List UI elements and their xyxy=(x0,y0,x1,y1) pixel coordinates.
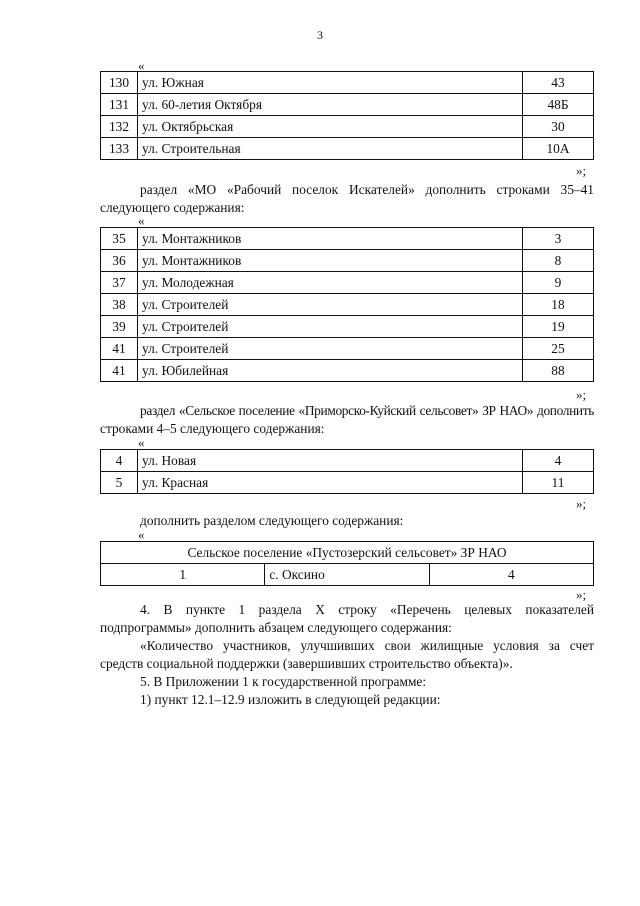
paragraph-line: раздел «Сельское поселение «Приморско-Куйский сельсовет» ЗР НАО» дополнить xyxy=(140,403,594,418)
row-number: 41 xyxy=(101,338,138,360)
paragraph-line: «Количество участников, улучшивших свои жилищные условия за счет xyxy=(140,638,594,653)
open-quote: « xyxy=(138,213,145,228)
table-row xyxy=(101,228,594,250)
street-name: ул. Монтажников xyxy=(138,228,523,250)
house-number: 48Б xyxy=(523,94,594,116)
street-table-3 xyxy=(100,449,594,494)
street-name: ул. Строителей xyxy=(138,338,523,360)
table-row xyxy=(101,338,594,360)
row-number: 39 xyxy=(101,316,138,338)
paragraph-line: 1) пункт 12.1–12.9 изложить в следующей редакции: xyxy=(140,692,441,707)
paragraph-item-5-1 xyxy=(100,691,594,709)
paragraph-line: следующего содержания: xyxy=(100,200,245,215)
row-number: 41 xyxy=(101,360,138,382)
house-number: 43 xyxy=(523,72,594,94)
street-name: ул. Строителей xyxy=(138,294,523,316)
table-row xyxy=(101,316,594,338)
table-row xyxy=(101,564,594,586)
house-number: 11 xyxy=(523,472,594,494)
table-row xyxy=(101,250,594,272)
row-number: 131 xyxy=(101,94,138,116)
table-row xyxy=(101,138,594,160)
street-name: ул. Октябрьская xyxy=(138,116,523,138)
closing-quote: »; xyxy=(576,163,587,178)
row-number: 133 xyxy=(101,138,138,160)
table-row xyxy=(101,472,594,494)
house-number: 18 xyxy=(523,294,594,316)
street-name: ул. 60-летия Октября xyxy=(138,94,523,116)
table-header-row xyxy=(101,542,594,564)
house-number: 3 xyxy=(523,228,594,250)
paragraph-line: строками 4–5 следующего содержания: xyxy=(100,421,325,436)
house-number: 4 xyxy=(523,450,594,472)
street-name: ул. Строителей xyxy=(138,316,523,338)
house-number: 30 xyxy=(523,116,594,138)
table-row xyxy=(101,72,594,94)
house-number: 25 xyxy=(523,338,594,360)
street-name: ул. Юбилейная xyxy=(138,360,523,382)
row-number: 132 xyxy=(101,116,138,138)
paragraph-line: средств социальной поддержки (завершивших строительство объекта)». xyxy=(100,656,513,671)
house-number: 8 xyxy=(523,250,594,272)
row-number: 37 xyxy=(101,272,138,294)
paragraph-line: 4. В пункте 1 раздела X строку «Перечень целевых показателей xyxy=(140,602,594,617)
table-row xyxy=(101,450,594,472)
page-number: 3 xyxy=(317,28,323,42)
paragraph-section-iskateley xyxy=(100,181,594,217)
paragraph-line: раздел «МО «Рабочий поселок Искателей» дополнить строками 35–41 xyxy=(140,182,594,197)
closing-quote: »; xyxy=(576,587,587,602)
street-table-1 xyxy=(100,71,594,160)
open-quote: « xyxy=(138,58,145,73)
paragraph-line: дополнить разделом следующего содержания: xyxy=(140,513,404,528)
street-table-2 xyxy=(100,227,594,382)
paragraph-line: 5. В Приложении 1 к государственной программе: xyxy=(140,674,427,689)
house-number: 4 xyxy=(429,564,593,586)
closing-quote: »; xyxy=(576,387,587,402)
table-row xyxy=(101,360,594,382)
street-name: ул. Монтажников xyxy=(138,250,523,272)
house-number: 10А xyxy=(523,138,594,160)
open-quote: « xyxy=(138,435,145,450)
table-row xyxy=(101,294,594,316)
row-number: 35 xyxy=(101,228,138,250)
street-table-4 xyxy=(100,541,594,586)
street-name: ул. Красная xyxy=(138,472,523,494)
closing-quote: »; xyxy=(576,496,587,511)
street-name: ул. Южная xyxy=(138,72,523,94)
paragraph-item-5 xyxy=(100,673,594,691)
paragraph-add-section xyxy=(100,512,594,530)
house-number: 19 xyxy=(523,316,594,338)
section-header: Сельское поселение «Пустозерский сельсовет» ЗР НАО xyxy=(101,542,594,564)
street-name: ул. Новая xyxy=(138,450,523,472)
table-row xyxy=(101,116,594,138)
table-row xyxy=(101,272,594,294)
street-name: ул. Молодежная xyxy=(138,272,523,294)
street-name: с. Оксино xyxy=(265,564,429,586)
row-number: 1 xyxy=(101,564,265,586)
street-name: ул. Строительная xyxy=(138,138,523,160)
house-number: 88 xyxy=(523,360,594,382)
row-number: 4 xyxy=(101,450,138,472)
table-row xyxy=(101,94,594,116)
row-number: 5 xyxy=(101,472,138,494)
row-number: 38 xyxy=(101,294,138,316)
paragraph-item-4 xyxy=(100,601,594,673)
house-number: 9 xyxy=(523,272,594,294)
open-quote: « xyxy=(138,527,145,542)
row-number: 36 xyxy=(101,250,138,272)
paragraph-section-primorsko-kuysky xyxy=(100,402,594,438)
row-number: 130 xyxy=(101,72,138,94)
paragraph-line: подпрограммы» дополнить абзацем следующего содержания: xyxy=(100,620,452,635)
